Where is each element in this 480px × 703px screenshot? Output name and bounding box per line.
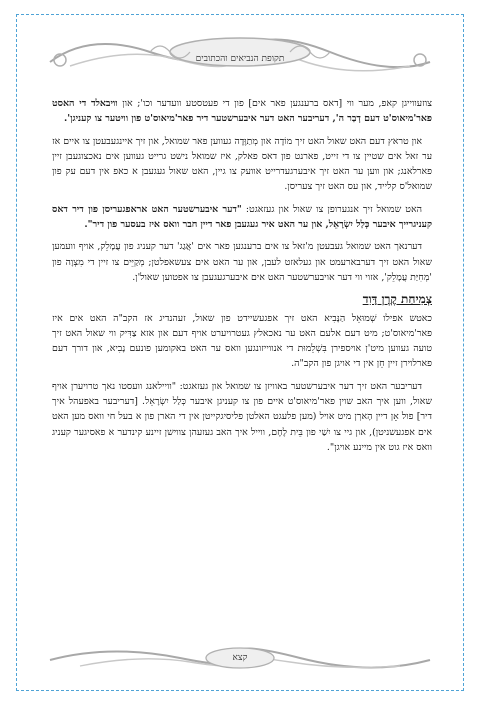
header-ornament bbox=[30, 22, 450, 78]
paragraph: און טראץ דעם האט שאול האט זיך מוֹדֶה און מְתַוֶּדֶה געווען פאר שמואל, און זיך איינגעבעטן צו איים אז ער זאל אים שטיין צו די זייט, פארנט פון דאס פאלק, איז שמואל נישט גרייט געווען אים נאכצוגעבן זיין פארלאנג; און ווען ער האט זיך איבערגעדרייט אוועק צו גיין, האט שאול געגעבן א כאפ אין דעם עק פון שמואל'ס קלייד, און עס האט זיך צעריסן. bbox=[52, 135, 432, 193]
paragraph: דעריבער האט זיך דער איבערשטער באוויזן צו שמואל און געזאגט: "וויילאנג וועסטו נאך טרויערן אויף שאול, ווען איך האב שוין פאר'מיאוס'ט איים פון צו קעניגן איבער כְּלַל יִשְׂרָאֵל. [דעריבער באפעהל איך דיר] פול אָן דיין הָארְן מיט אויל (מען פלעגט האלטן פליסיגקייטן אין די הארן פון א בעל חי וואס מען האט אים אפגעשניטן), און גיי צו יִשַׁי פון בֵּית לֶחֶם, ווייל איך האב געזעהן צווישן זיינע קינדער א פאסיגער קעניג וואס איז גוט אין מיינע אויגן". bbox=[52, 380, 432, 453]
text-body bbox=[52, 96, 432, 462]
running-header-title: תקופת הנביאים והכתובים bbox=[195, 54, 285, 64]
paragraph: צוזעווייגן קאפ, מער ווי [דאס ברענגען פאר אים] פון די פעטסטע וועדער וכו'; און וויבאלד די האסט פאר'מיאוס'ט דעם דְבַר ה', דעריבער האט דער איבערשטער דיר פאר'מיאוס'ט פון וויטער צו קעניגן'. bbox=[52, 98, 432, 125]
paragraph: דערנאך האט שמואל געבעטן מ'זאל צו אים ברענגען פאר אים 'אֲגַג' דער קעניג פון עֲמָלֵק, אויף וועמען שאול האט זיך דערבארעמט און געלאזט לעבן, און ער האט אים צעשאפלטן; מְקַיֵּים צו זיין די מִצְוָה פון 'מְחִיַּת עֲמָלֵק', אזוי ווי דער אויבערשטער האט אים איבערגעגעבן צו אפטוען שאול'ן. bbox=[52, 241, 432, 283]
section-heading: צְמִיחַת קֶרֶן דָּוִד bbox=[362, 292, 432, 307]
page-number: קצא bbox=[232, 653, 248, 663]
paragraph: כאטש אפילו שְׁמוּאֵל הַנָּבִיא האט זיך אפגעשיידט פון שאול, זעהנדיג אז הקב"ה האט אים איז פאר'מיאוס'ט; מיט דעם אלעם האט ער נאכאלץ געטרויערט אויף דעם און אזא צַדִּיק ווי שאול האט זיך טועה געווען מיט'ן אויספירן בִּשְׁלֵמוּת די אנווייזונגען וואס ער האט באקומען פונעם נָבִיא, און דורך דעם פארלוירן זיין חֵן אין די אויגן פון הקב"ה. bbox=[52, 312, 432, 370]
paragraph: האט שמואל זיך אנגערופן צו שאול און געזאגט: "דער איבערשטער האט אראפגעריסן פון דיר דאס קעניגרייך איבער כְּלַל יִשְׂרָאֵל, און ער האט איר געגעבן פאר דיין חבר וואס איז בעסער פון דיר". bbox=[52, 203, 432, 231]
